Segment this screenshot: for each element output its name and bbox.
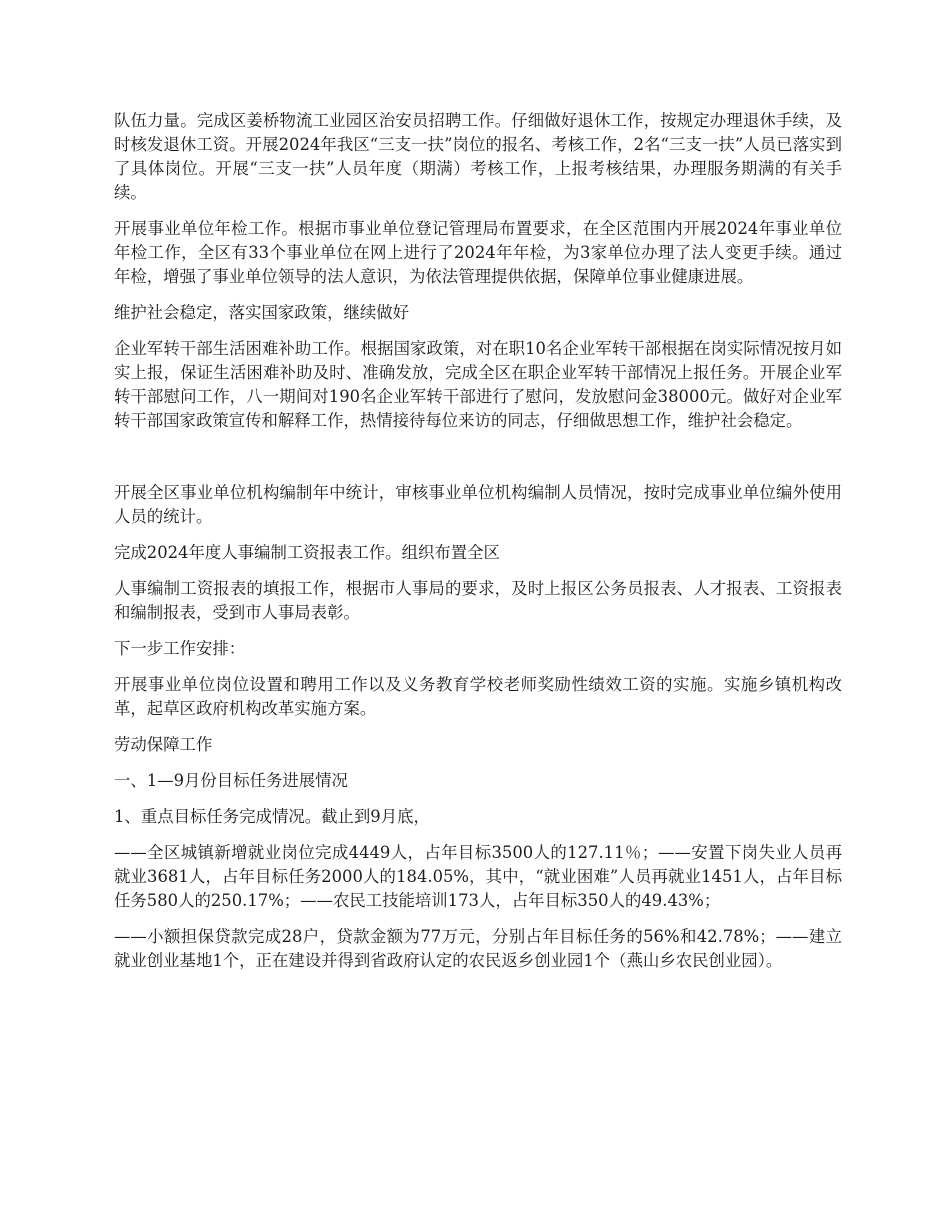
paragraph-employment-figures: ——全区城镇新增就业岗位完成4449人，占年目标3500人的127.11％；——安置下岗失业人员再就业3681人，占年目标任务2000人的184.05%，其中，“就业困难”人员再就业1451人，占年目标任务580人的250.17%；——农民工技能培训173人，占年目标350人的49.43%； — [114, 843, 842, 910]
section-heading-labor: 劳动保障工作 — [114, 735, 213, 754]
paragraph-staffing-statistics: 开展全区事业单位机构编制年中统计，审核事业单位机构编制人员情况，按时完成事业单位编外使用人员的统计。 — [114, 483, 842, 526]
paragraph-annual-inspection: 开展事业单位年检工作。根据市事业单位登记管理局布置要求，在全区范围内开展2024年事业单位年检工作，全区有33个事业单位在网上进行了2024年年检，为3家单位办理了法人变更手续。通过年检，增强了事业单位领导的法人意识，为依法管理提供依据，保障单位事业健康进展。 — [114, 219, 842, 286]
paragraph-military-cadres: 企业军转干部生活困难补助工作。根据国家政策，对在职10名企业军转干部根据在岗实际情况按月如实上报，保证生活困难补助及时、准确发放，完成全区在职企业军转干部情况上报任务。开展企业军转干部慰问工作，八一期间对190名企业军转干部进行了慰问，发放慰问金38000元。做好对企业军转干部国家政策宣传和解释工作，热情接待每位来访的同志，仔细做思想工作，维护社会稳定。 — [114, 339, 842, 430]
paragraph-loan-figures: ——小额担保贷款完成28户，贷款金额为77万元，分别占年目标任务的56%和42.78%；——建立就业创业基地1个，正在建设并得到省政府认定的农民返乡创业园1个（燕山乡农民创业园）。 — [114, 927, 842, 970]
section-gap — [114, 445, 842, 481]
paragraph-social-stability: 维护社会稳定，落实国家政策，继续做好 — [114, 303, 410, 322]
paragraph-next-steps: 开展事业单位岗位设置和聘用工作以及义务教育学校老师奖励性绩效工资的实施。实施乡镇机构改革，起草区政府机构改革实施方案。 — [114, 675, 842, 718]
subheading-progress: 一、1—9月份目标任务进展情况 — [114, 771, 348, 790]
paragraph-payroll-report: 完成2024年度人事编制工资报表工作。组织布置全区 — [114, 543, 500, 562]
subheading-key-targets: 1、重点目标任务完成情况。截止到9月底， — [114, 807, 430, 826]
paragraph-recruitment-retirement: 队伍力量。完成区姜桥物流工业园区治安员招聘工作。仔细做好退休工作，按规定办理退休手续，及时核发退休工资。开展2024年我区“三支一扶”岗位的报名、考核工作，2名“三支一扶”人员已落实到了具体岗位。开展“三支一扶”人员年度（期满）考核工作，上报考核结果，办理服务期满的有关手续。 — [114, 111, 842, 202]
paragraph-report-submission: 人事编制工资报表的填报工作，根据市人事局的要求，及时上报区公务员报表、人才报表、工资报表和编制报表，受到市人事局表彰。 — [114, 579, 842, 622]
document-page — [114, 109, 842, 985]
paragraph-next-steps-heading: 下一步工作安排： — [114, 639, 246, 658]
